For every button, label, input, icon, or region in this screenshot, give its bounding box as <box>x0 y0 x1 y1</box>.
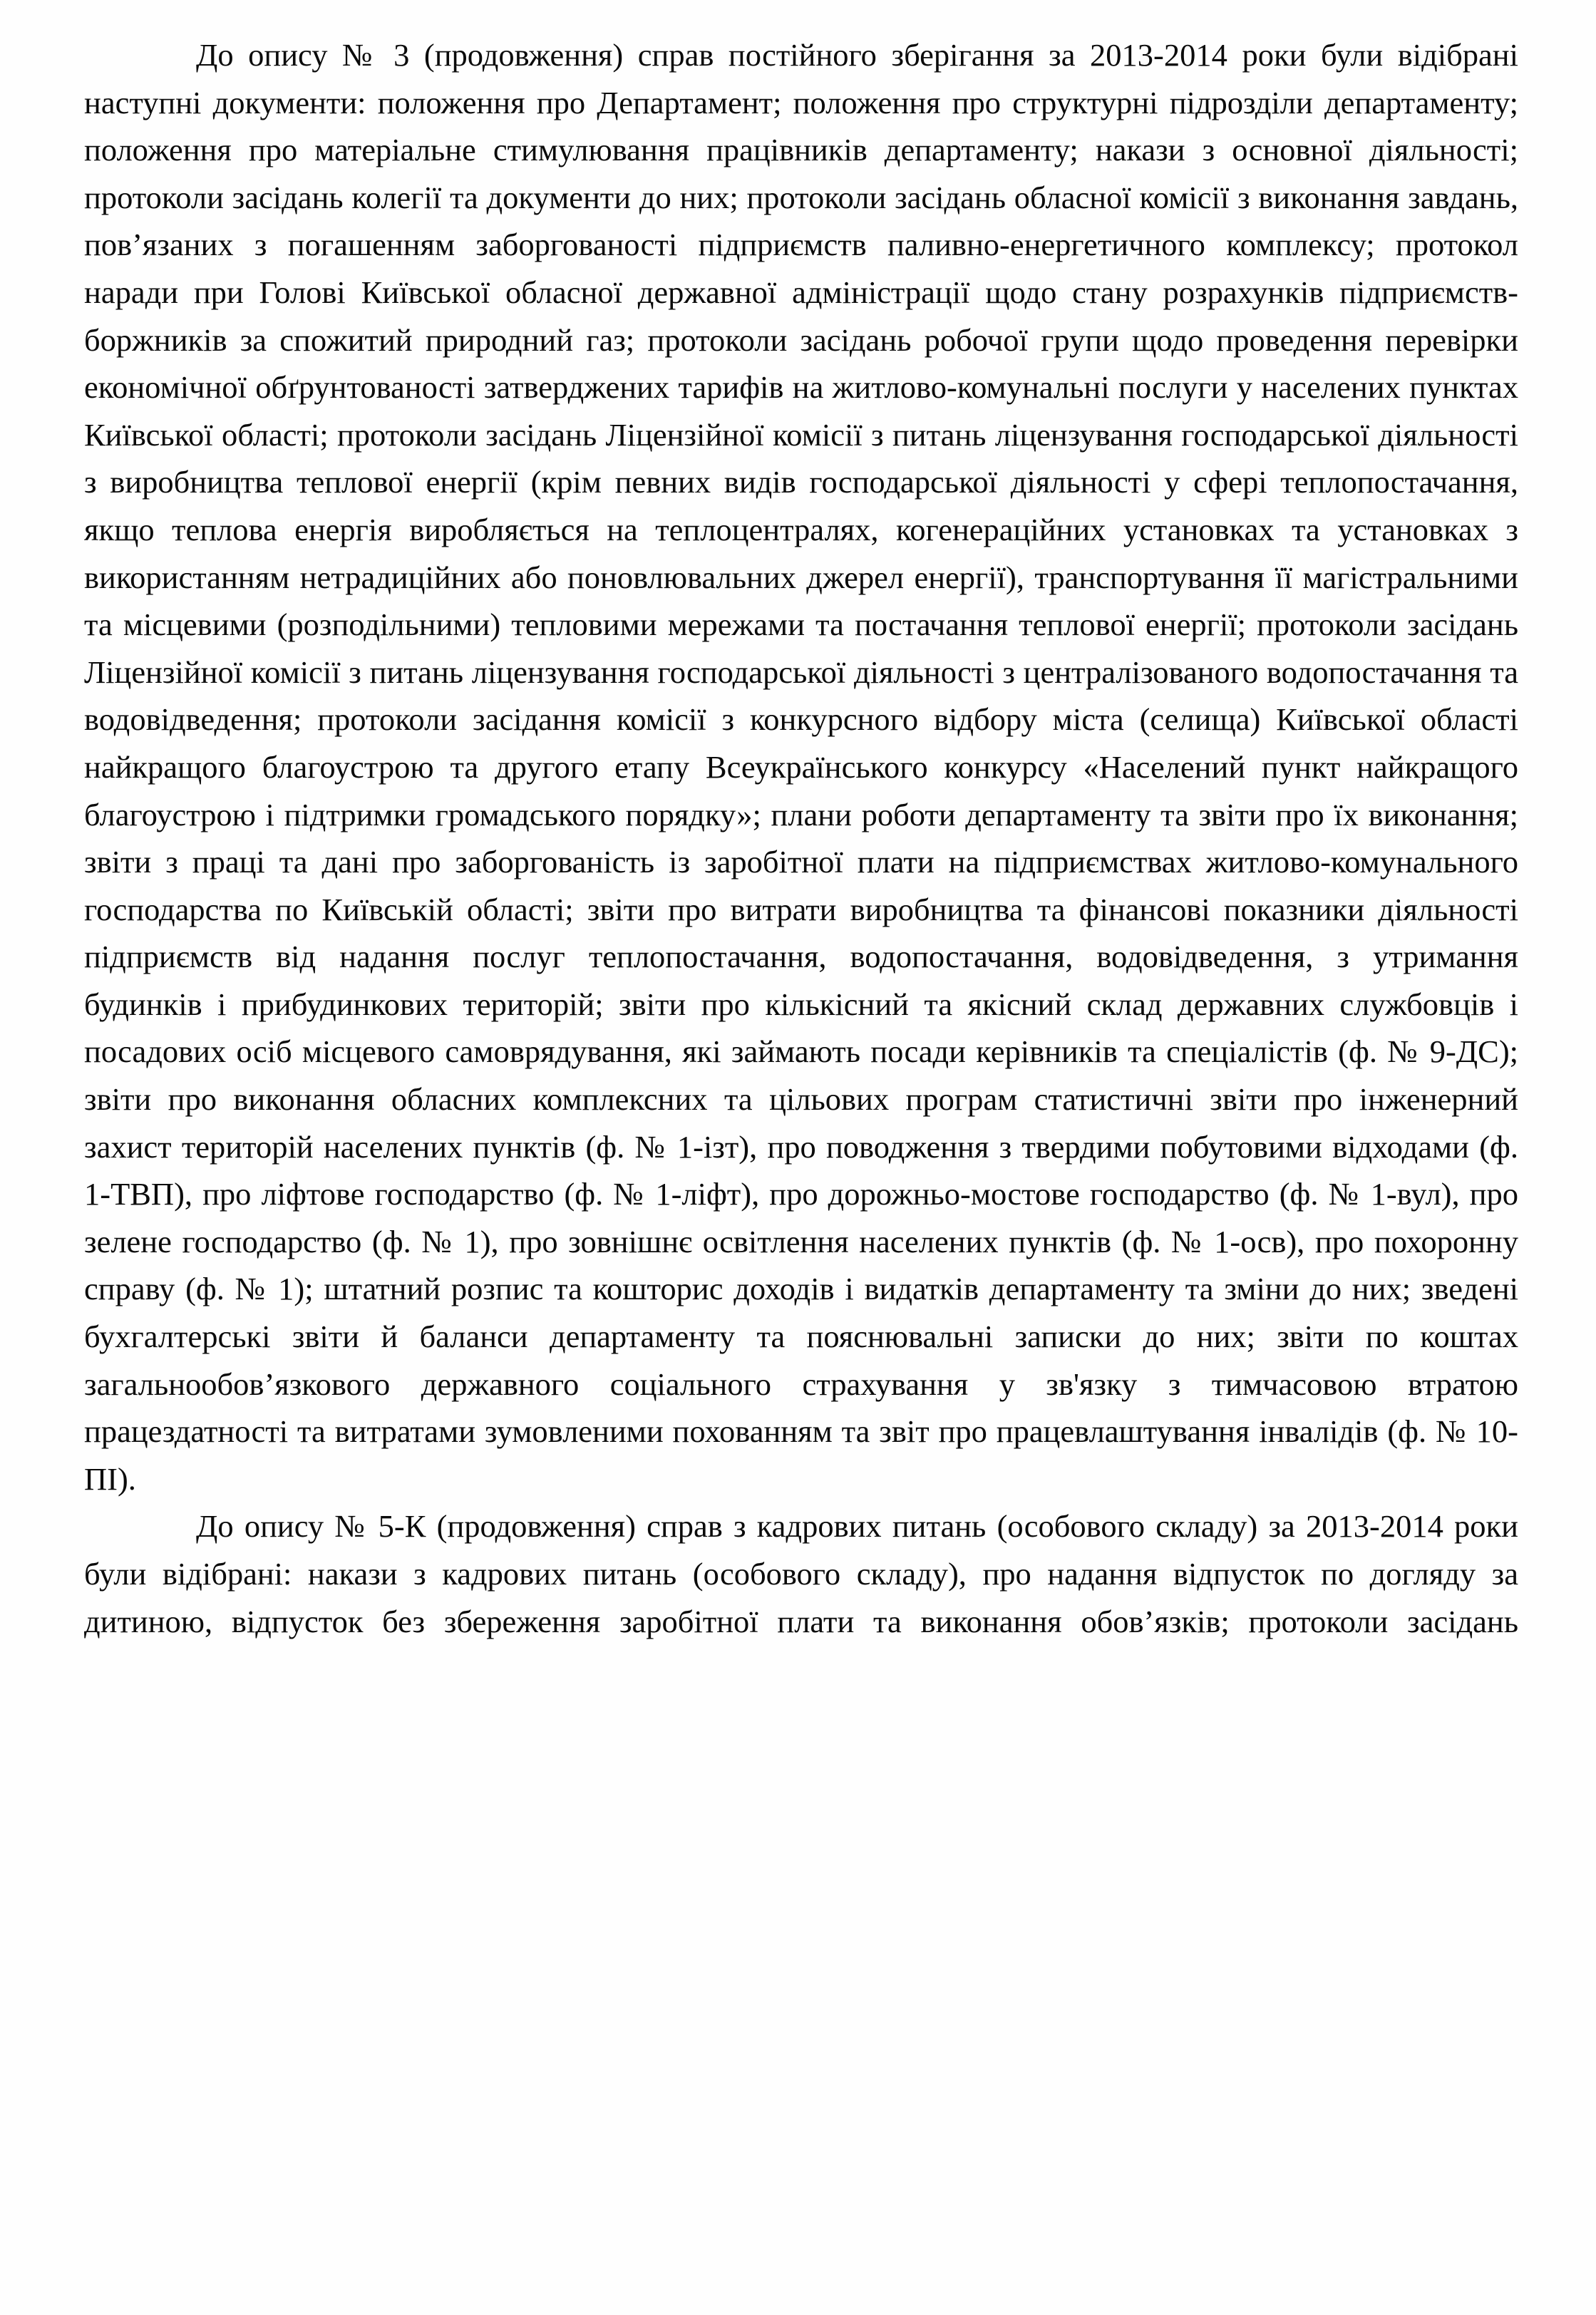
paragraph-opys-5k: До опису № 5-К (продовження) справ з кадрових питань (особового складу) за 2013-2014 роки були відібрані: накази з кадрових питань (особового складу), про надання відпусток по догляду за дитиною, відпусток без збереження заробітної плати та виконання обов’язків; протоколи засідань <box>84 1508 1518 1639</box>
paragraph-opys-3: До опису № 3 (продовження) справ постійного зберігання за 2013-2014 роки були відібрані наступні документи: положення про Департамент; положення про структурні підрозділи департаменту; положення про матеріальне стимулювання працівників департаменту; накази з основної діяльності; протоколи засідань колегії та документи до них; протоколи засідань обласної комісії з виконання завдань, пов’язаних з погашенням заборгованості підприємств паливно-енергетичного комплексу; протокол наради при Голові Київської обласної державної адміністрації щодо стану розрахунків підприємств-боржників за спожитий природний газ; протоколи засідань робочої групи щодо проведення перевірки економічної обґрунтованості затверджених тарифів на житлово-комунальні послуги у населених пунктах Київської області; протоколи засідань Ліцензійної комісії з питань ліцензування господарської діяльності з виробництва теплової енергії (крім певних видів господарської діяльності у сфері теплопостачання, якщо теплова енергія виробляється на теплоцентралях, когенераційних установках та установках з використанням нетрадиційних або поновлювальних джерел енергії), транспортування її магістральними та місцевими (розподільними) тепловими мережами та постачання теплової енергії; протоколи засідань Ліцензійної комісії з питань ліцензування господарської діяльності з централізованого водопостачання та водовідведення; протоколи засідання комісії з конкурсного відбору міста (селища) Київської області найкращого благоустрою та другого етапу Всеукраїнського конкурсу «Населений пункт найкращого благоустрою і підтримки громадського порядку»; плани роботи департаменту та звіти про їх виконання; звіти з праці та дані про заборгованість із заробітної плати на підприємствах житлово-комунального господарства по Київській області; звіти про витрати виробництва та фінансові показники діяльності підприємств від надання послуг теплопостачання, водопостачання, водовідведення, з утримання будинків і прибудинкових територій; звіти про кількісний та якісний склад державних службовців і посадових осіб місцевого самоврядування, які займають посади керівників та спеціалістів (ф. № 9-ДС); звіти про виконання обласних комплексних та цільових програм статистичні звіти про інженерний захист територій населених пунктів (ф. № 1-ізт), про поводження з твердими побутовими відходами (ф. 1-ТВП), про ліфтове господарство (ф. № 1-ліфт), про дорожньо-мостове господарство (ф. № 1-вул), про зелене господарство (ф. № 1), про зовнішнє освітлення населених пунктів (ф. № 1-осв), про похоронну справу (ф. № 1); штатний розпис та кошторис доходів і видатків департаменту та зміни до них; зведені бухгалтерські звіти й баланси департаменту та пояснювальні записки до них; звіти по коштах загальнообов’язкового державного соціального страхування у зв'язку з тимчасовою втратою працездатності та витратами зумовленими похованням та звіт про працевлаштування інвалідів (ф. № 10-ПІ). <box>84 37 1518 1497</box>
document-text-body <box>84 31 1518 1645</box>
